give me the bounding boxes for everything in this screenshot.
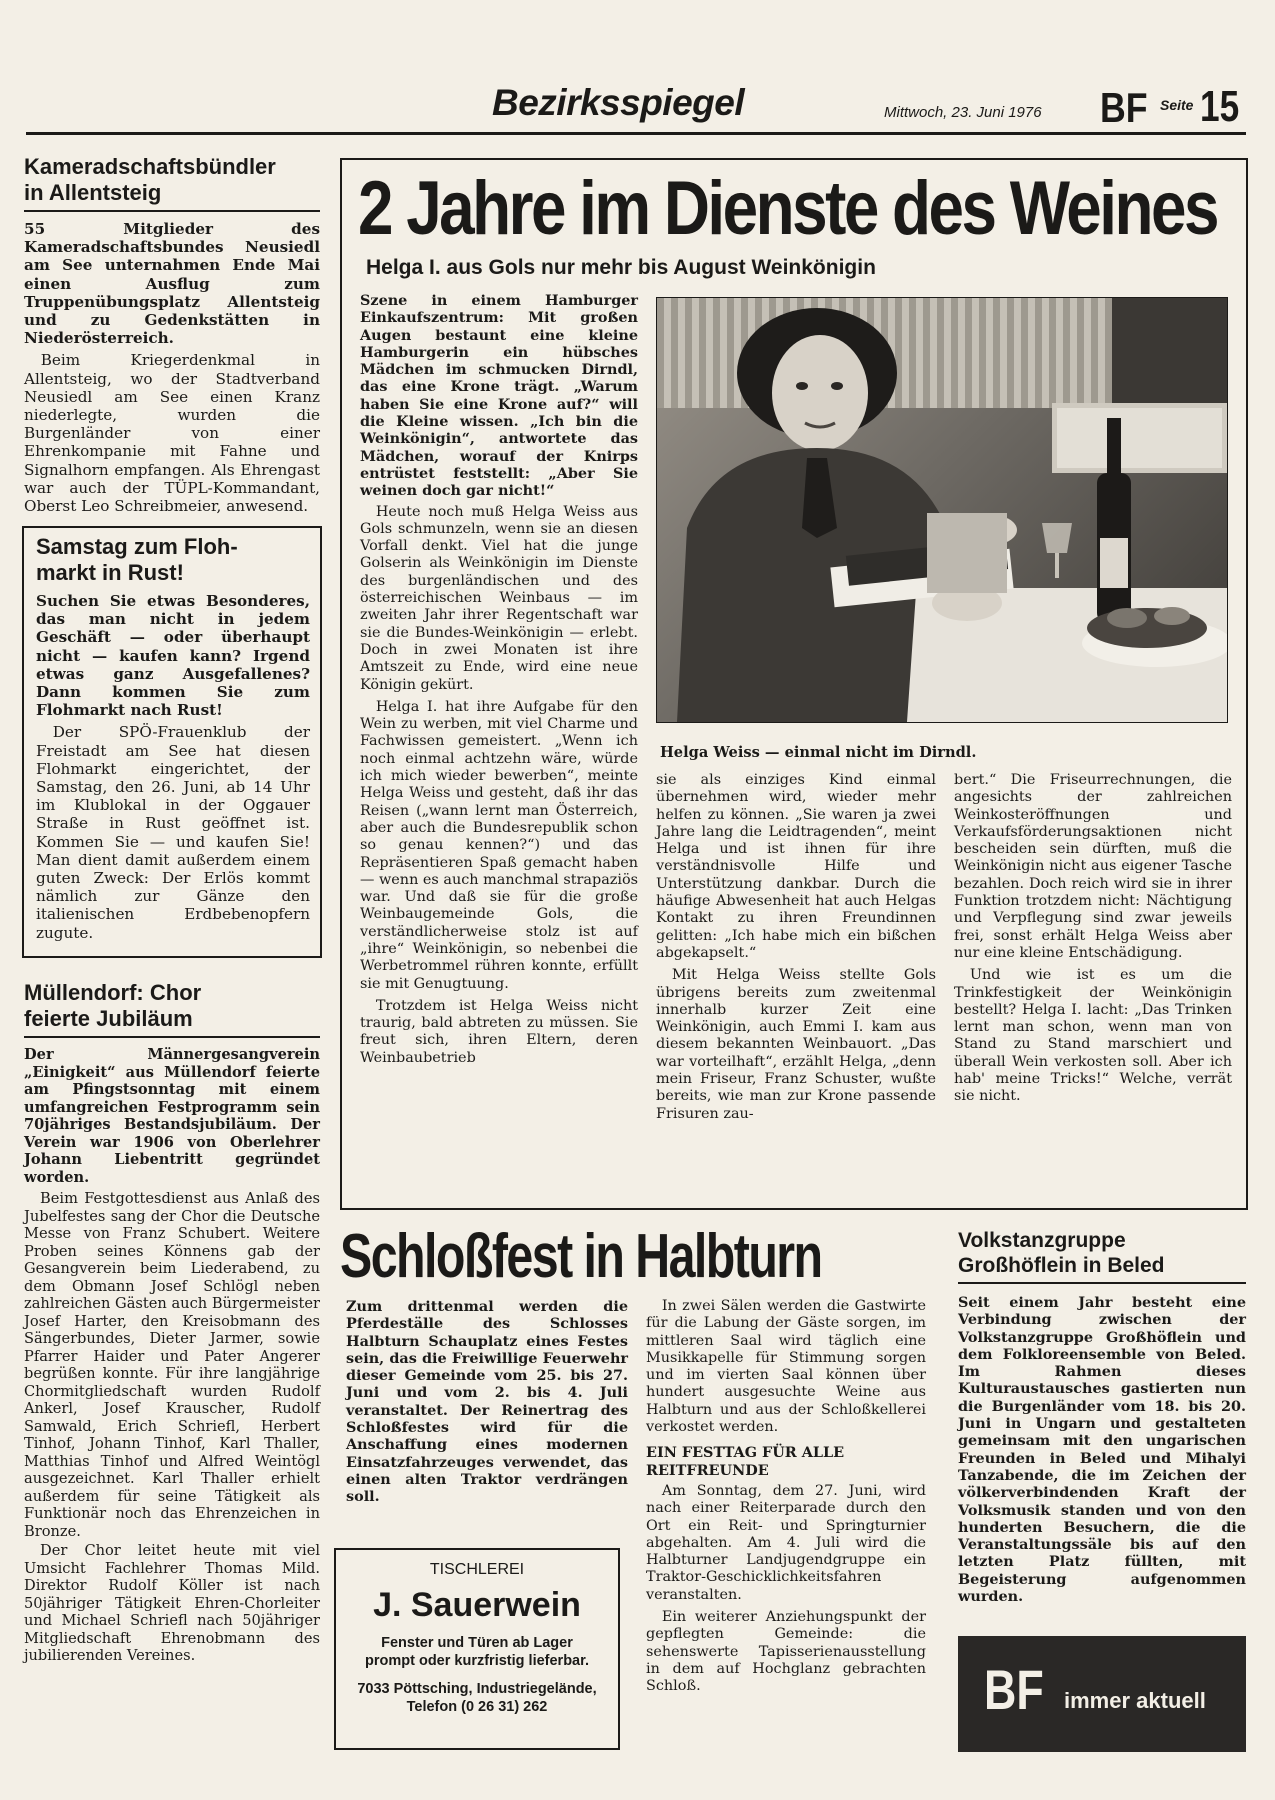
wein-p6: bert.“ Die Friseurrechnungen, die angesichts der zahlreichen Weinkosteröffnungen und Verkaufsförderungsaktionen nicht bescheiden sein dürften, muß die Weinkönigin nicht aus eigener Tasche bezahlen. Doch reich wird sie in ihrer Funktion trotzdem nicht: Nächtigung und Verpflegung sind zwar jeweils frei, sonst erhält Helga Weiss aber nur eine kleine Entschädigung.	[954, 772, 1232, 961]
schloss-headline: Schloßfest in Halbturn	[340, 1222, 822, 1291]
article-volkstanz	[958, 1228, 1246, 1609]
chor-p2: Der Chor leitet heute mit viel Umsicht Fachlehrer Thomas Mild. Direktor Rudolf Köller ist nach 50jähriger Tätigkeit Ehren-Chorleiter und Michael Schriefl nach 50jähriger Mitgliedschaft Ehrenobmann des jubilierenden Vereines.	[24, 1542, 320, 1664]
chor-p1: Beim Festgottesdienst aus Anlaß des Jubelfestes sang der Chor die Deutsche Messe von Franz Schubert. Weitere Proben seines Könnens gab der Gesangverein beim Liederabend, zu dem Obmann Josef Schlögl neben zahlreichen Gästen auch Bürgermeister Josef Harter, den Kreisobmann des Sängerbundes, Dieter Jarmer, sowie Pfarrer Haider und Pater Angerer begrüßen konnte. Für ihre langjährige Chormitgliedschaft wurden Rudolf Ankerl, Josef Krauscher, Rudolf Samwald, Erich Schriefl, Herbert Tinhof, Johann Tinhof, Karl Thaller, Matthias Tinhof und Alfred Weintögl ausgezeichnet. Karl Thaller erhielt außerdem für seine Tätigkeit als Funktionär noch das Ehrenzeichen in Bronze.	[24, 1190, 320, 1540]
wein-p3: Trotzdem ist Helga Weiss nicht traurig, bald abtreten zu müssen. Sie freut sich, ihren Eltern, deren Weinbaubetrieb	[360, 997, 638, 1066]
ad-line-tischlerei: TISCHLEREI	[429, 1561, 525, 1578]
article-flohmarkt	[36, 534, 310, 947]
ad-company-name: J. Sauerwein	[373, 1586, 581, 1624]
schloss-col1	[346, 1298, 628, 1510]
floh-title-2: markt in Rust!	[36, 560, 184, 585]
issue-date: Mittwoch, 23. Juni 1976	[884, 104, 1042, 121]
schloss-p3: Ein weiterer Anziehungspunkt der gepflegten Gemeinde: die sehenswerte Tapisserienausstellung in dem auf Hochglanz gebrachten Schloß.	[646, 1609, 926, 1695]
schloss-p2: Am Sonntag, dem 27. Juni, wird nach einer Reiterparade durch den Ort ein Reit- und Springturnier abgehalten. Am 4. Juli wird die Halbturner Landjugendgruppe ein Traktor-Geschicklichkeitsfahren veranstalten.	[646, 1482, 926, 1603]
volks-title-1: Volkstanzgruppe	[958, 1229, 1126, 1252]
masthead-logo: BF	[1100, 84, 1148, 131]
wein-p1: Heute noch muß Helga Weiss aus Gols schmunzeln, wenn sie an diesen Vorfall denkt. Viel hat die junge Golserin als Weinkönigin im Dienste des burgenländischen und des österreichischen Weinbaus — im zweiten Jahr ihrer Regentschaft war sie die Bundes-Weinkönigin — erlebt. Doch in zwei Monaten ist ihre Amtszeit zu Ende, wird eine neue Königin gekürt.	[360, 503, 638, 693]
wein-p7: Und wie ist es um die Trinkfestigkeit der Weinkönigin bestellt? Helga I. lacht: „Das Trinken lernt man schon, wenn man von Stand zu Stand marschiert und überall Wein verkosten soll. Aber ich hab' meine Tricks!“ Welche, verrät sie nicht.	[954, 967, 1232, 1105]
wein-headline: 2 Jahre im Dienste des Weines	[358, 166, 1217, 251]
floh-body: Der SPÖ-Frauenklub der Freistadt am See hat diesen Flohmarkt eingerichtet, der Samstag, den 26. Juni, ab 14 Uhr im Klublokal in der Oggauer Straße in Rust geöffnet ist. Kommen Sie — und kaufen Sie! Man dient damit außerdem einem guten Zweck: Der Erlös kommt nämlich zur Gänze den italienischen Erdbebenopfern zugute.	[36, 723, 310, 942]
ad-line-address: 7033 Pöttsching, Industriegelände,	[357, 1681, 597, 1697]
photo-caption: Helga Weiss — einmal nicht im Dirndl.	[660, 744, 977, 761]
kamerad-lead: 55 Mitglieder des Kameradschaftsbundes Neusiedl am See unternahmen Ende Mai einen Ausflug zum Truppenübungsplatz Allentsteig und zu Gedenkstätten in Niederösterreich.	[24, 220, 320, 348]
kamerad-title-rule	[24, 210, 320, 212]
schloss-lead: Zum drittenmal werden die Pferdeställe des Schlosses Halbturn Schauplatz eines Festes sein, das die Freiwillige Feuerwehr dieser Gemeinde vom 25. bis 27. Juni und vom 2. bis 4. Juli veranstaltet. Der Reinertrag des Schloßfestes wird für die Anschaffung eines modernen Einsatzfahrzeuges verwendet, das einen alten Traktor verdrängen soll.	[346, 1298, 628, 1506]
volks-lead: Seit einem Jahr besteht eine Verbindung zwischen der Volkstanzgruppe Großhöflein und dem Folkloreensemble von Beled. Im Rahmen dieses Kulturaustausches gastierten nun die Burgenländer vom 18. bis 20. Juni in Ungarn und gestalteten gemeinsam mit den ungarischen Freunden in Beled und Mihalyi Tanzabende, die im Zeichen der völkerverbindenden Kraft der Volksmusik standen und von den hunderten Besuchern, die die Veranstaltungssäle bis auf den letzten Platz füllten, mit Begeisterung aufgenommen wurden.	[958, 1294, 1246, 1606]
promo-bf-aktuell	[958, 1636, 1246, 1752]
volks-title-rule	[958, 1282, 1246, 1284]
ad-line-phone: Telefon (0 26 31) 262	[406, 1699, 548, 1715]
kamerad-title-1: Kameradschaftsbündler	[24, 154, 276, 179]
weinkoenigin-photo	[656, 297, 1228, 723]
schloss-col2	[646, 1298, 926, 1701]
kamerad-title-2: in Allentsteig	[24, 180, 162, 205]
wein-p4: sie als einziges Kind einmal übernehmen wird, wieder mehr helfen zu können. „Sie waren ja zwei Jahre lang die Leidtragenden“, meint Helga und ist ihnen für ihre verständnisvolle Hilfe und Unterstützung dankbar. Durch die häufige Abwesenheit hat auch Helgas Kontakt zu ihren Freundinnen gelitten: „Ich habe mich ein bißchen abgekapselt.“	[656, 772, 936, 961]
floh-lead: Suchen Sie etwas Besonderes, das man nicht in jedem Geschäft — oder überhaupt nicht — kaufen kann? Irgend etwas ganz Ausgefallenes? Dann kommen Sie zum Flohmarkt nach Rust!	[36, 592, 310, 720]
schloss-p1: In zwei Sälen werden die Gastwirte für die Labung der Gäste sorgen, im mittleren Saal wird täglich eine Musikkapelle für Stimmung sorgen und im vierten Saal können über hundert ausgesuchte Weine aus Halbturn und aus der Schloßkellerei verkostet werden.	[646, 1298, 926, 1436]
wein-col3	[954, 772, 1232, 1111]
wein-lead: Szene in einem Hamburger Einkaufszentrum: Mit großen Augen bestaunt eine kleine Hamburgerin ein hübsches Mädchen im schmucken Dirndl, das eine Krone trägt. „Warum haben Sie eine Krone auf?“ will die Kleine wissen. „Ich bin die Weinkönigin“, antwortete das Mädchen, worauf der Knirps entrüstet feststellt: „Aber Sie weinen doch gar nicht!“	[360, 292, 638, 500]
page-number: 15	[1200, 82, 1240, 131]
kamerad-body: Beim Kriegerdenkmal in Allentsteig, wo der Stadtverband Neusiedl am See einen Kranz niederlegte, wurden die Burgenländer von einer Ehrenkompanie mit Fahne und Signalhorn empfangen. Als Ehrengast war auch der TÜPL-Kommandant, Oberst Leo Schreibmeier, anwesend.	[24, 351, 320, 516]
wein-subhead: Helga I. aus Gols nur mehr bis August Weinkönigin	[366, 256, 876, 279]
face-shape	[772, 335, 868, 451]
chor-title-2: feierte Jubiläum	[24, 1006, 193, 1031]
wein-col1	[360, 292, 638, 1072]
page-label: Seite	[1160, 97, 1194, 113]
chor-title-1: Müllendorf: Chor	[24, 980, 202, 1005]
floh-title-1: Samstag zum Floh-	[36, 534, 238, 559]
wein-col2	[656, 772, 936, 1128]
article-kameradschaft	[24, 154, 320, 520]
chor-title-rule	[24, 1036, 320, 1038]
promo-text: immer aktuell	[1064, 1688, 1206, 1713]
ad-sauerwein	[334, 1548, 620, 1750]
photo-illustration	[657, 298, 1227, 722]
ad-line-prompt: prompt oder kurzfristig lieferbar.	[365, 1653, 589, 1669]
ad-line-fenster: Fenster und Türen ab Lager	[381, 1635, 573, 1651]
volks-title-2: Großhöflein in Beled	[958, 1254, 1165, 1277]
wein-p2: Helga I. hat ihre Aufgabe für den Wein zu werben, mit viel Charme und Fachwissen gemeistert. „Wenn ich noch einmal achtzehn wäre, würde ich mich wieder bewerben“, meinte Helga Weiss und gesteht, daß ihr das Reisen („wann lernt man Österreich, aber auch die Bundesrepublik schon so genau kennen?“) und das Repräsentieren Spaß gemacht haben — wenn es auch manchmal strapaziös war. Und daß sie für die große Weinbaugemeinde Gols, die verständlicherweise stolz ist auf „ihre“ Weinkönigin, so nebenbei die Werbetrommel rühren konnte, erfüllt sie mit Genugtuung.	[360, 698, 639, 992]
wein-p5: Mit Helga Weiss stellte Gols übrigens bereits zum zweitenmal innerhalb kurzer Zeit eine Weinkönigin, auch Emmi I. kam aus diesem bekannten Weinbauort. „Das war vorteilhaft“, erzählt Helga, „denn mein Friseur, Franz Schuster, wußte bereits, wie man zur Krone passende Frisuren zau-	[656, 967, 936, 1122]
schloss-subhead: EIN FESTTAG FÜR ALLE REITFREUNDE	[646, 1444, 845, 1479]
section-title: Bezirksspiegel	[492, 82, 745, 123]
header-rule	[26, 132, 1246, 135]
chor-lead: Der Männergesangverein „Einigkeit“ aus Müllendorf feierte am Pfingstsonntag mit einem umfangreichen Festprogramm sein 70jähriges Bestandsjubiläum. Der Verein war 1906 von Oberlehrer Johann Liebentritt gegründet worden.	[24, 1046, 320, 1186]
article-chor	[24, 980, 320, 1670]
promo-logo: BF	[984, 1658, 1044, 1721]
